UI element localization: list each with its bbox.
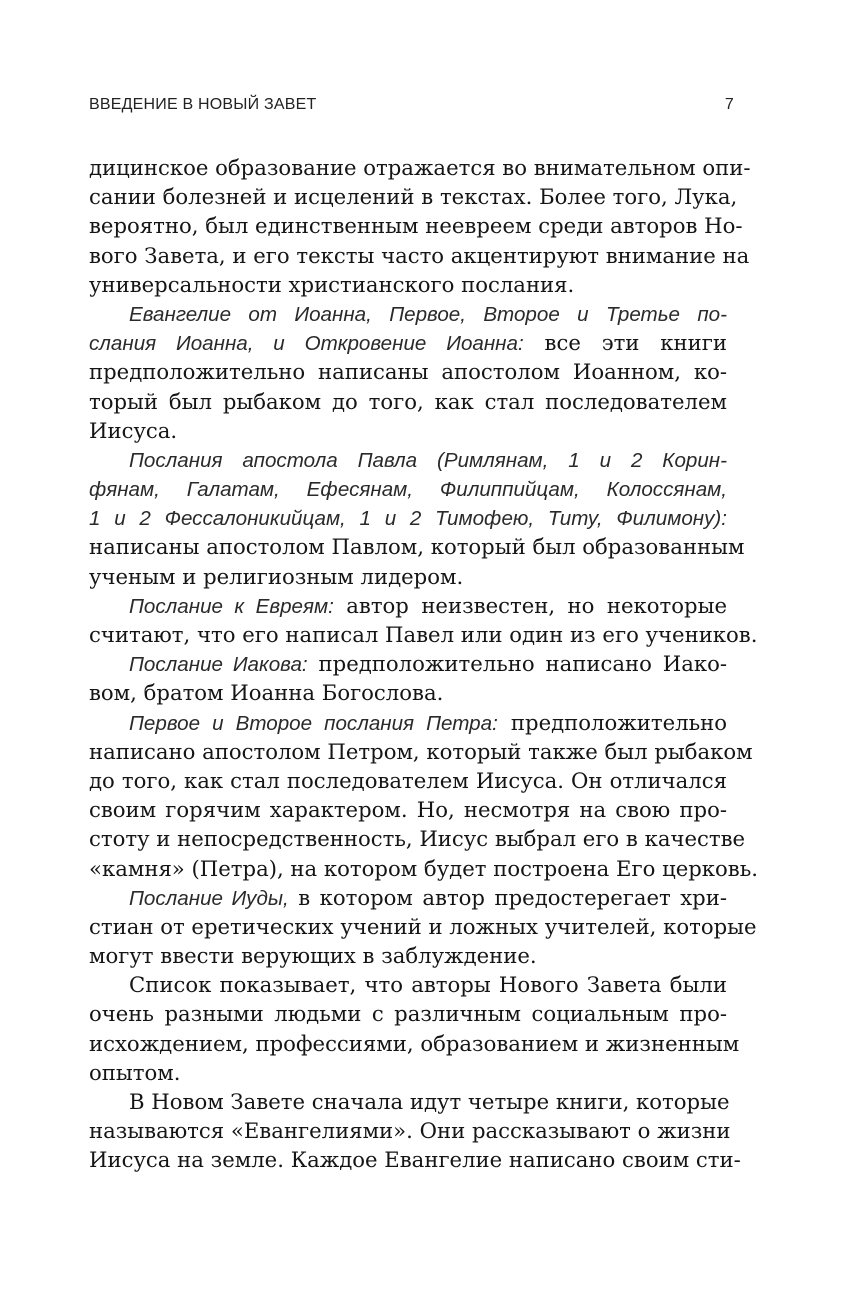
text-run: Иисуса.	[89, 417, 178, 443]
text-run: вом, братом Иоанна Богослова.	[89, 680, 444, 706]
text-run: предположительно написаны апостолом Иоанном, ко-	[89, 359, 727, 385]
book-title-italic: Первое и Второе послания Петра:	[129, 711, 498, 735]
text-run: до того, как стал последователем Иисуса. Он отличался	[89, 767, 727, 793]
text-line	[89, 182, 738, 211]
text-run: очень разными людьми с различным социальным про-	[89, 1001, 727, 1027]
book-title-italic: Послание Иуды,	[129, 886, 289, 910]
text-line	[89, 795, 727, 824]
text-line	[89, 737, 753, 766]
text-run: стиан от еретических учений и ложных учителей, которые	[89, 913, 757, 939]
text-run: называются «Евангелиями». Они рассказывают о жизни	[89, 1118, 731, 1144]
text-run: опытом.	[89, 1059, 181, 1085]
text-run: дицинское образование отражается во внимательном опи-	[89, 155, 751, 180]
text-line	[89, 620, 758, 649]
text-line	[89, 970, 727, 999]
text-run: написано апостолом Петром, который также был рыбаком	[89, 738, 753, 764]
text-run: ученым и религиозным лидером.	[89, 563, 464, 589]
text-line	[89, 1058, 727, 1087]
text-run: считают, что его написал Павел или один из его учеников.	[89, 622, 758, 647]
book-title-italic: Послание к Евреям:	[129, 594, 334, 618]
text-line	[89, 357, 727, 386]
text-line	[89, 824, 746, 853]
text-line	[89, 766, 727, 795]
text-run: В Новом Завете сначала идут четыре книги, которые	[129, 1089, 730, 1114]
text-line	[89, 416, 727, 445]
text-run: предположительно	[497, 709, 728, 735]
book-title-italic: Послание Иакова:	[129, 653, 308, 677]
text-line	[89, 474, 727, 503]
text-run: «камня» (Петра), на котором будет построена Его церковь.	[89, 855, 758, 881]
text-line	[89, 1087, 730, 1116]
text-line	[89, 562, 727, 591]
text-line	[89, 328, 727, 357]
text-line	[89, 153, 751, 182]
book-title-italic: слания Иоанна, и Откровение Иоанна:	[89, 332, 524, 356]
body-text	[89, 153, 758, 1175]
text-run: сании болезней и исцелений в текстах. Более того, Лука,	[89, 184, 738, 210]
book-title-italic: Послания апостола Павла (Римлянам, 1 и 2 Корин-	[129, 448, 727, 472]
text-line	[89, 503, 727, 532]
text-line	[89, 241, 750, 270]
text-run: вого Завета, и его тексты часто акцентируют внимание на	[89, 242, 750, 268]
text-line	[89, 678, 727, 707]
text-run: своим горячим характером. Но, несмотря на свою про-	[89, 797, 727, 823]
text-line	[89, 591, 727, 620]
text-run: исхождением, профессиями, образованием и жизненным	[89, 1030, 740, 1056]
text-line	[89, 854, 758, 883]
text-line	[89, 211, 743, 240]
text-line	[89, 941, 727, 970]
text-run: вероятно, был единственным неевреем среди авторов Но-	[89, 213, 743, 239]
text-line	[89, 270, 727, 299]
text-run: универсальности христианского послания.	[89, 271, 575, 297]
text-run: Иисуса на земле. Каждое Евангелие написано своим сти-	[89, 1147, 741, 1173]
text-line	[89, 1145, 741, 1174]
text-run: стоту и непосредственность, Иисус выбрал его в качестве	[89, 826, 746, 852]
text-line	[89, 532, 745, 561]
text-run: Список показывает, что авторы Нового Завета были	[129, 972, 727, 998]
running-header	[89, 96, 734, 114]
text-line	[89, 387, 727, 416]
text-line	[89, 299, 727, 328]
text-run: автор неизвестен, но некоторые	[333, 592, 727, 618]
text-run: все эти книги	[523, 330, 727, 356]
text-line	[89, 1029, 740, 1058]
text-line	[89, 883, 727, 912]
text-line	[89, 445, 727, 474]
text-run: в котором автор предостерегает хри-	[288, 884, 728, 910]
text-line	[89, 1116, 731, 1145]
book-title-italic: фянам, Галатам, Ефесянам, Филиппийцам, Колоссянам,	[89, 478, 727, 502]
text-run: написаны апостолом Павлом, который был образованным	[89, 534, 745, 560]
text-line	[89, 912, 757, 941]
text-line	[89, 649, 727, 678]
text-run: могут ввести верующих в заблуждение.	[89, 943, 537, 969]
text-run: торый был рыбаком до того, как стал последователем	[89, 388, 727, 414]
text-run: предположительно написано Иако-	[307, 651, 727, 677]
text-line	[89, 708, 727, 737]
page-number: 7	[724, 96, 734, 113]
running-title: ВВЕДЕНИЕ В НОВЫЙ ЗАВЕТ	[89, 96, 317, 113]
book-title-italic: 1 и 2 Фессалоникийцам, 1 и 2 Тимофею, Титу, Филимону):	[89, 507, 727, 531]
book-title-italic: Евангелие от Иоанна, Первое, Второе и Третье по-	[129, 302, 727, 326]
text-line	[89, 999, 727, 1028]
